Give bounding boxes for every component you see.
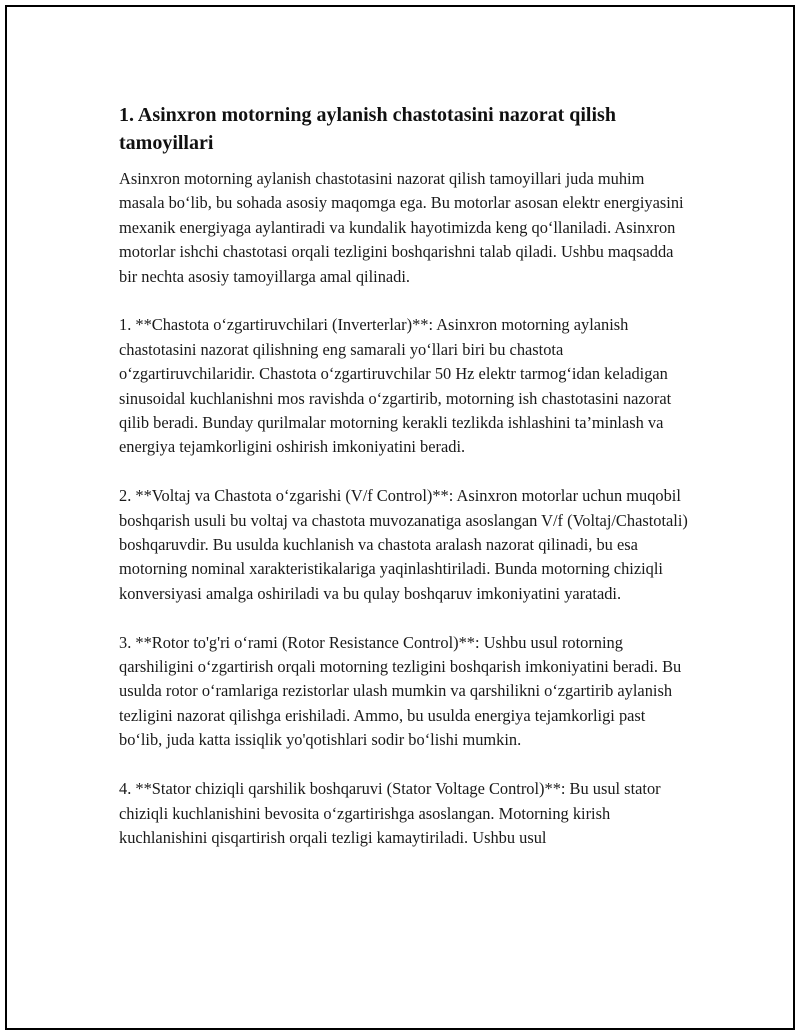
paragraph-inverters: 1. **Chastota o‘zgartiruvchilari (Inverterlar)**: Asinxron motorning aylanish chastotasini nazorat qilishning eng samarali yo‘llari biri bu chastota o‘zgartiruvchilaridir. Chastota o‘zgartiruvchilar 50 Hz elektr tarmog‘idan keladigan sinusoidal kuchlanishni mos ravishda o‘zgartirib, motorning ish chastotasini nazorat qilib beradi. Bunday qurilmalar motorning kerakli tezlikda ishlashini ta’minlash va energiya tejamkorligini oshirish imkoniyatini beradi. [119, 315, 672, 457]
intro-paragraph: Asinxron motorning aylanish chastotasini nazorat qilish tamoyillari juda muhim masala bo‘lib, bu sohada asosiy maqomga ega. Bu motorlar asosan elektr energiyasini mexanik energiyaga aylantiradi va kundalik hayotimizda keng qo‘llaniladi. Asinxron motorlar ishchi chastotasi orqali tezligini boshqarishni talab qiladi. Ushbu maqsadda bir nechta asosiy tamoyillarga amal qilinadi. [119, 169, 684, 286]
section-heading: 1. Asinxron motorning aylanish chastotasini nazorat qilish tamoyillari [119, 104, 616, 154]
paragraph-stator-voltage: 4. **Stator chiziqli qarshilik boshqaruvi (Stator Voltage Control)**: Bu usul stator chiziqli kuchlanishini bevosita o‘zgartirishga asoslangan. Motorning kirish kuchlanishini qisqartirish orqali tezligi kamaytiriladi. Ushbu usul [119, 779, 661, 847]
document-page [5, 5, 795, 1030]
paragraph-vf-control: 2. **Voltaj va Chastota o‘zgarishi (V/f Control)**: Asinxron motorlar uchun muqobil boshqarish usuli bu voltaj va chastota muvozanatiga asoslangan V/f (Voltaj/Chastotali) boshqaruvdir. Bu usulda kuchlanish va chastota aralash nazorat qilinadi, bu esa motorning nominal xarakteristikalariga yaqinlashtiriladi. Bunda motorning chiziqli konversiyasi amalga oshiriladi va bu qulay boshqaruv imkoniyatini yaratadi. [119, 486, 688, 603]
document-content [119, 101, 689, 850]
paragraph-rotor-resistance: 3. **Rotor to'g'ri o‘rami (Rotor Resistance Control)**: Ushbu usul rotorning qarshiligini o‘zgartirish orqali motorning tezligini boshqarish imkoniyatini beradi. Bu usulda rotor o‘ramlariga rezistorlar ulash mumkin va qarshilikni o‘zgartirib aylanish tezligini nazorat qilishga erishiladi. Ammo, bu usulda energiya tejamkorligi past bo‘lib, juda katta issiqlik yo'qotishlari sodir bo‘lishi mumkin. [119, 632, 682, 750]
